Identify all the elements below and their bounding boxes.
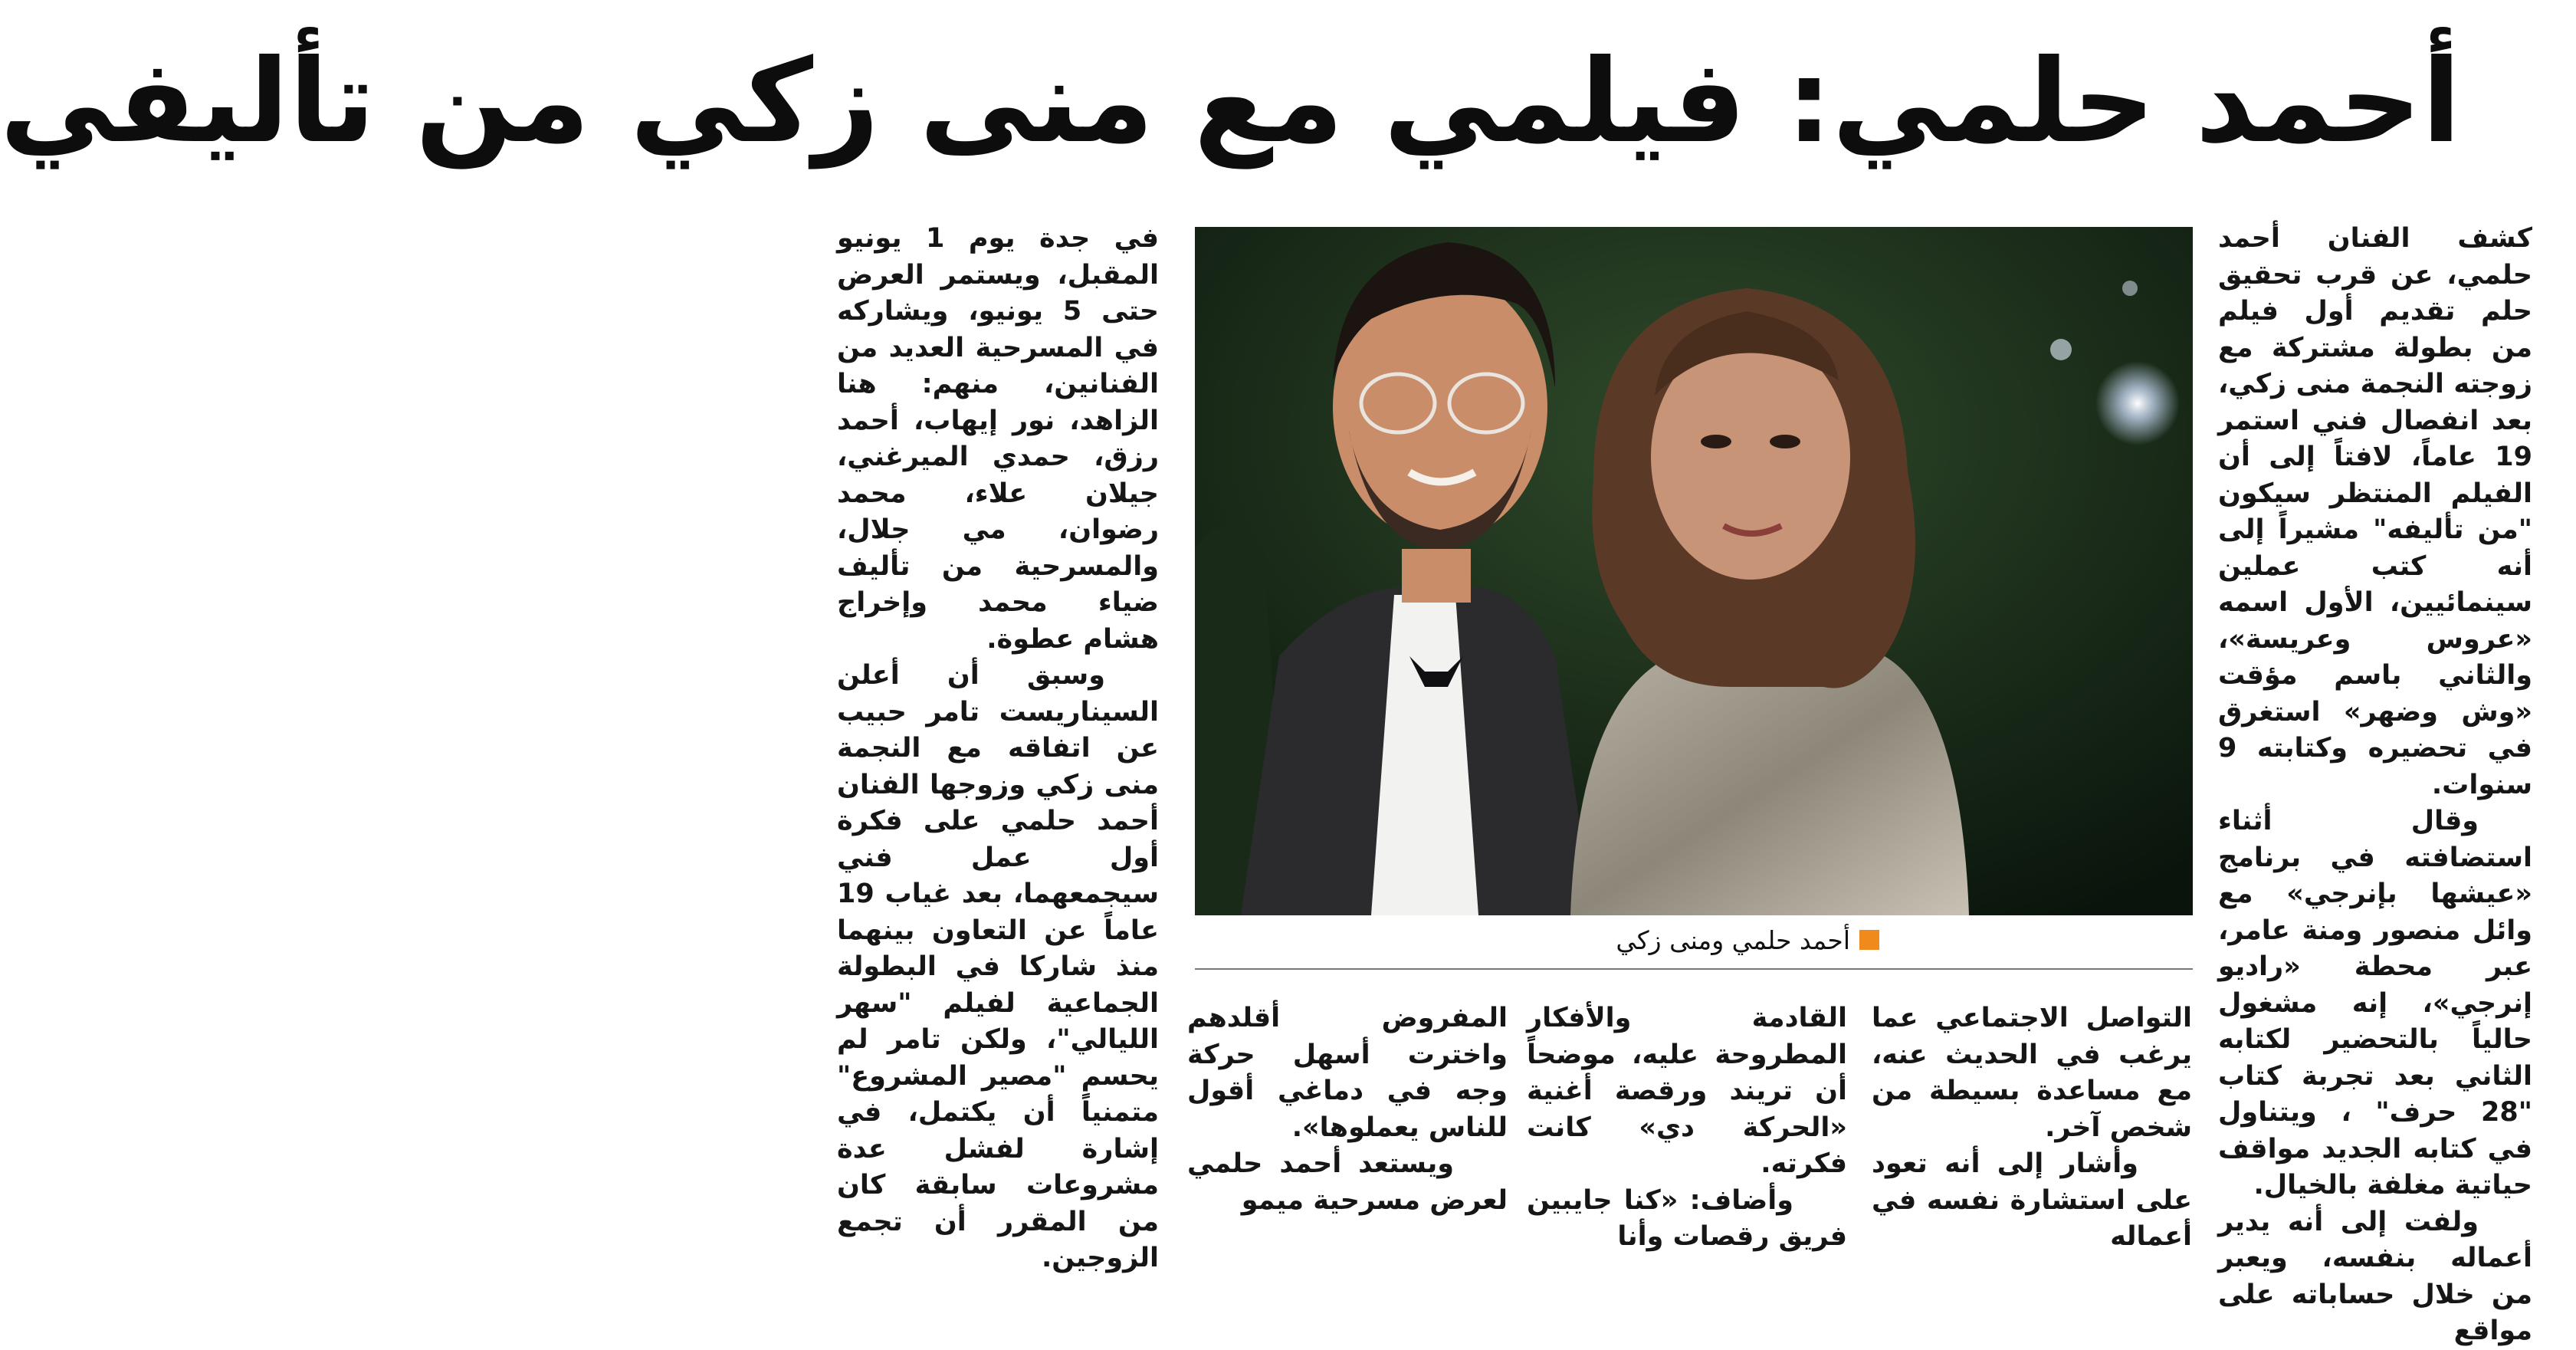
paragraph: وأضاف: «كنا جايبين فريق رقصات وأنا [1527,1184,1847,1252]
caption-divider [1195,968,2193,970]
paragraph: ولفت إلى أنه يدير أعماله بنفسه، ويعبر من خلال حساباته على مواقع [2218,1206,2532,1346]
article-column-bottom-1 [1872,1000,2192,1252]
article-column-right [2218,221,2532,1346]
article-photo [1195,227,2193,915]
headline: أحمد حلمي: فيلمي مع منى زكي من تأليفي [0,35,2461,169]
paragraph: القادمة والأفكار المطروحة عليه، موضحاً أن تريند ورقصة أغنية «الحركة دي» كانت فكرته. [1527,1003,1847,1179]
paragraph: التواصل الاجتماعي عما يرغب في الحديث عنه، مع مساعدة بسيطة من شخص آخر. [1872,1003,2192,1143]
paragraph: ويستعد أحمد حلمي لعرض مسرحية ميمو [1187,1148,1508,1216]
photo-caption-text: أحمد حلمي ومنى زكي [1616,925,1850,955]
photo-caption [1481,923,1879,957]
paragraph: وسبق أن أعلن السيناريست تامر حبيب عن اتفاقه مع النجمة منى زكي وزوجها الفنان أحمد حلمي على فكرة أول عمل فني سيجمعهما، بعد غياب 19 عاماً عن التعاون بينهما منذ شاركا في البطولة الجماعية لفيلم "سهر الليالي"، ولكن تامر لم يحسم "مصير المشروع" متمنياً أن يكتمل، في إشارة لفشل عدة مشروعات سابقة كان من المقرر أن تجمع الزوجين. [837,660,1159,1273]
paragraph: المفروض أقلدهم واخترت أسهل حركة وجه في دماغي أقول للناس يعملوها». [1187,1003,1508,1143]
paragraph: وأشار إلى أنه تعود على استشارة نفسه في أعماله [1872,1148,2192,1252]
paragraph: في جدة يوم 1 يونيو المقبل، ويستمر العرض حتى 5 يونيو، ويشاركه في المسرحية العديد من الفنانين، منهم: هنا الزاهد، نور إيهاب، أحمد رزق، حمدي الميرغني، جيلان علاء، محمد رضوان، مي جلال، والمسرحية من تأليف ضياء محمد وإخراج هشام عطوة. [837,223,1159,655]
article-column-left [837,221,1159,1273]
paragraph: وقال أثناء استضافته في برنامج «عيشها بإنرجي» مع وائل منصور ومنة عامر، عبر محطة «راديو إنرجي»، إنه مشغول حالياً بالتحضير لكتابه الثاني بعد تجربة كتاب "28 حرف" ، ويتناول في كتابه الجديد مواقف حياتية مغلفة بالخيال. [2218,806,2532,1201]
article-column-bottom-2 [1527,1000,1847,1252]
photo-illustration [1195,227,2193,915]
article-column-bottom-3 [1187,1000,1508,1242]
paragraph: كشف الفنان أحمد حلمي، عن قرب تحقيق حلم تقديم أول فيلم من بطولة مشتركة مع زوجته النجمة منى زكي، بعد انفصال فني استمر 19 عاماً، لافتاً إلى أن الفيلم المنتظر سيكون "من تأليفه" مشيراً إلى أنه كتب عملين سينمائيين، الأول اسمه «عروس وعريسة»، والثاني باسم مؤقت «وش وضهر» استغرق في تحضيره وكتابته 9 سنوات. [2218,223,2532,800]
orange-square-bullet-icon [1859,930,1879,950]
